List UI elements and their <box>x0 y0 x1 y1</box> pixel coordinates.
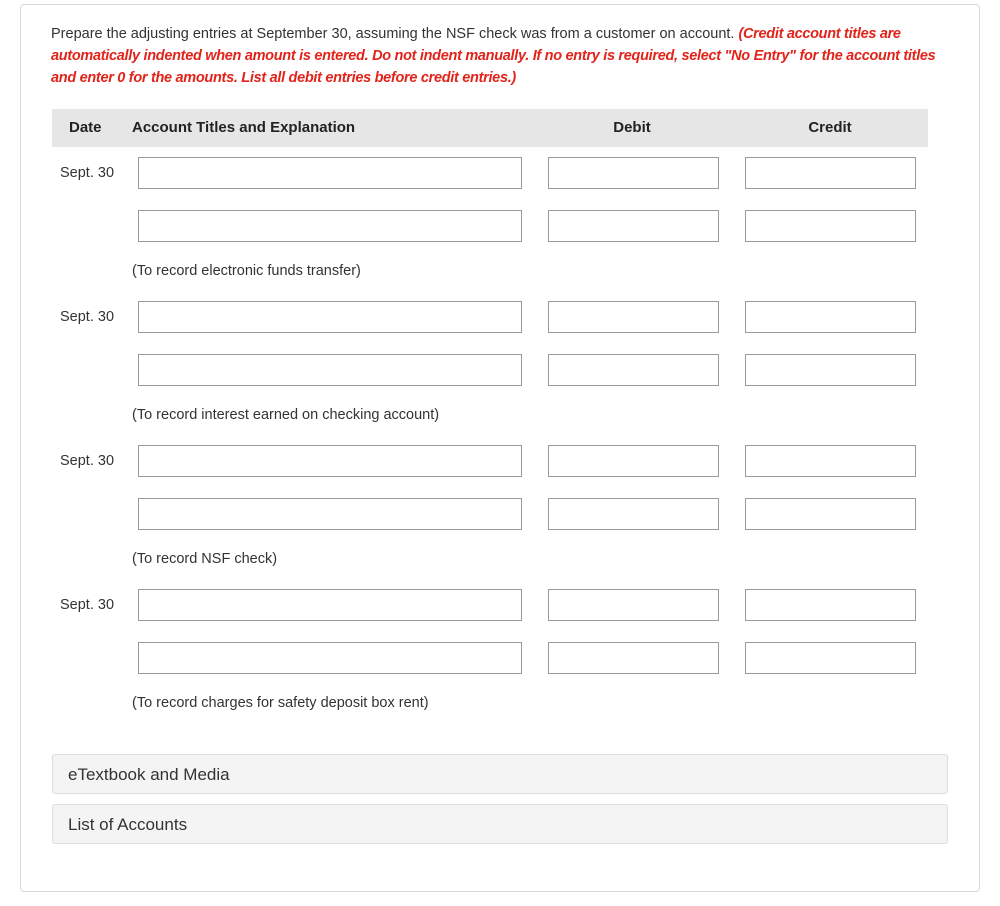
account-title-input[interactable] <box>138 354 522 386</box>
debit-input[interactable] <box>548 642 719 674</box>
account-title-input[interactable] <box>138 301 522 333</box>
instructions-emphasis: (Credit account titles are automatically indented when amount is entered. Do not indent manually. If no entry is required, select "No Entry" for the account titles and enter 0 for the amounts. List all debit entries before credit entries.) <box>51 26 936 86</box>
list-of-accounts-label: List of Accounts <box>68 815 188 834</box>
debit-input[interactable] <box>548 210 719 242</box>
credit-input[interactable] <box>745 642 916 674</box>
credit-input[interactable] <box>745 445 916 477</box>
entry-explanation: (To record electronic funds transfer) <box>132 263 361 279</box>
credit-input[interactable] <box>745 589 916 621</box>
debit-input[interactable] <box>548 589 719 621</box>
debit-input[interactable] <box>548 354 719 386</box>
header-date: Date <box>69 119 102 136</box>
entry-date: Sept. 30 <box>60 309 115 325</box>
instructions <box>51 23 951 89</box>
debit-input[interactable] <box>548 157 719 189</box>
table-header <box>52 109 928 147</box>
credit-input[interactable] <box>745 354 916 386</box>
debit-input[interactable] <box>548 445 719 477</box>
account-title-input[interactable] <box>138 210 522 242</box>
credit-input[interactable] <box>745 301 916 333</box>
account-title-input[interactable] <box>138 589 522 621</box>
header-debit: Debit <box>613 119 651 136</box>
header-account-titles: Account Titles and Explanation <box>132 119 356 136</box>
credit-input[interactable] <box>745 210 916 242</box>
account-title-input[interactable] <box>138 498 522 530</box>
account-title-input[interactable] <box>138 157 522 189</box>
entry-explanation: (To record charges for safety deposit box rent) <box>132 695 429 711</box>
entry-explanation: (To record interest earned on checking account) <box>132 407 440 423</box>
credit-input[interactable] <box>745 157 916 189</box>
account-title-input[interactable] <box>138 642 522 674</box>
list-of-accounts-panel[interactable] <box>52 804 948 844</box>
account-title-input[interactable] <box>138 445 522 477</box>
entry-date: Sept. 30 <box>60 453 115 469</box>
entry-date: Sept. 30 <box>60 165 115 181</box>
credit-input[interactable] <box>745 498 916 530</box>
entry-explanation: (To record NSF check) <box>132 551 278 567</box>
etextbook-media-panel[interactable] <box>52 754 948 794</box>
etextbook-media-label: eTextbook and Media <box>68 765 230 784</box>
debit-input[interactable] <box>548 301 719 333</box>
debit-input[interactable] <box>548 498 719 530</box>
question-card <box>20 4 980 892</box>
header-credit: Credit <box>808 119 852 136</box>
entry-date: Sept. 30 <box>60 597 115 613</box>
instructions-text: Prepare the adjusting entries at September 30, assuming the NSF check was from a customer on account. <box>51 26 739 42</box>
